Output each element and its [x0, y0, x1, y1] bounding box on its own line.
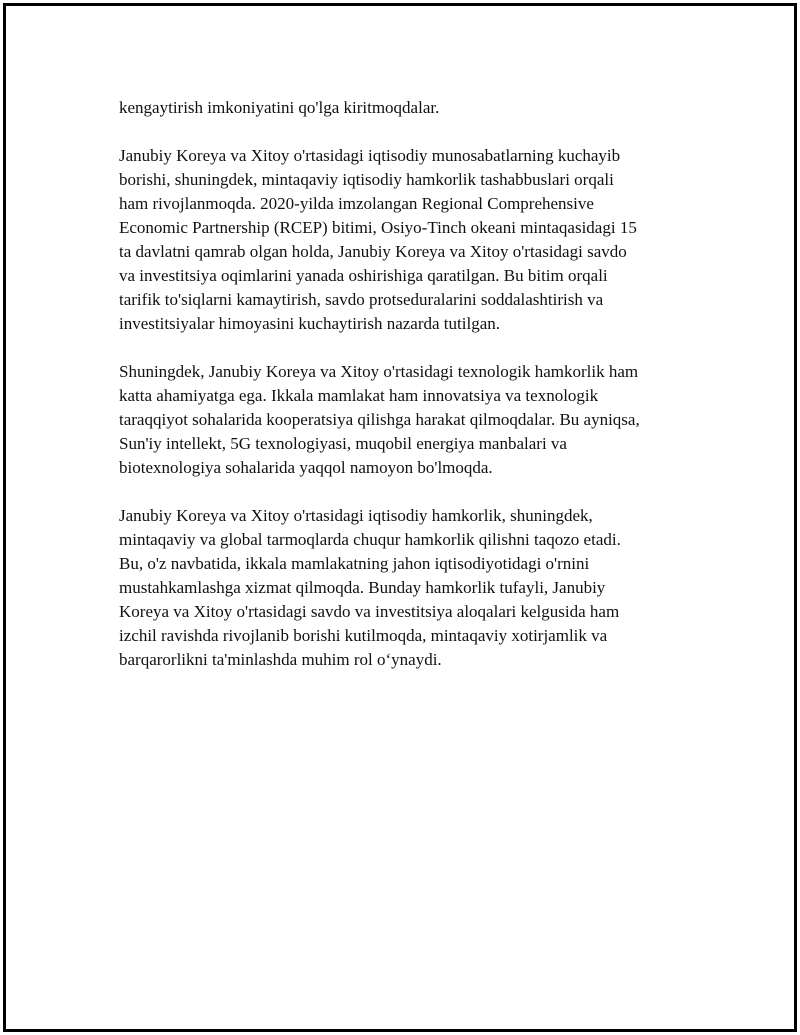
text-line: tarifik to'siqlarni kamaytirish, savdo protseduralarini soddalashtirish va [119, 290, 604, 309]
text-line: taraqqiyot sohalarida kooperatsiya qilishga harakat qilmoqdalar. Bu ayniqsa, [119, 410, 640, 429]
text-line: Bu, o'z navbatida, ikkala mamlakatning jahon iqtisodiyotidagi o'rnini [119, 554, 590, 573]
text-line: Janubiy Koreya va Xitoy o'rtasidagi iqtisodiy munosabatlarning kuchayib [119, 146, 621, 165]
text-line: izchil ravishda rivojlanib borishi kutilmoqda, mintaqaviy xotirjamlik va [119, 626, 608, 645]
text-line: Koreya va Xitoy o'rtasidagi savdo va investitsiya aloqalari kelgusida ham [119, 602, 620, 621]
text-line: ham rivojlanmoqda. 2020-yilda imzolangan Regional Comprehensive [119, 194, 594, 213]
text-line: biotexnologiya sohalarida yaqqol namoyon bo'lmoqda. [119, 458, 493, 477]
text-line: Sun'iy intellekt, 5G texnologiyasi, muqobil energiya manbalari va [119, 434, 567, 453]
text-line: katta ahamiyatga ega. Ikkala mamlakat ham innovatsiya va texnologik [119, 386, 599, 405]
text-line: kengaytirish imkoniyatini qo'lga kiritmoqdalar. [119, 98, 440, 117]
text-line: Janubiy Koreya va Xitoy o'rtasidagi iqtisodiy hamkorlik, shuningdek, [119, 506, 593, 525]
text-line: va investitsiya oqimlarini yanada oshirishiga qaratilgan. Bu bitim orqali [119, 266, 608, 285]
paragraph [119, 360, 694, 480]
text-line: Shuningdek, Janubiy Koreya va Xitoy o'rtasidagi texnologik hamkorlik ham [119, 362, 639, 381]
paragraph [119, 504, 694, 672]
text-line: investitsiyalar himoyasini kuchaytirish nazarda tutilgan. [119, 314, 500, 333]
text-line: borishi, shuningdek, mintaqaviy iqtisodiy hamkorlik tashabbuslari orqali [119, 170, 614, 189]
text-line: ta davlatni qamrab olgan holda, Janubiy Koreya va Xitoy o'rtasidagi savdo [119, 242, 627, 261]
document-page [3, 3, 797, 1032]
text-line: Economic Partnership (RCEP) bitimi, Osiyo-Tinch okeani mintaqasidagi 15 [119, 218, 637, 237]
text-line: barqarorlikni ta'minlashda muhim rol o‘ynaydi. [119, 650, 442, 669]
text-line: mintaqaviy va global tarmoqlarda chuqur hamkorlik qilishni taqozo etadi. [119, 530, 621, 549]
paragraph [119, 96, 694, 120]
text-line: mustahkamlashga xizmat qilmoqda. Bunday hamkorlik tufayli, Janubiy [119, 578, 606, 597]
paragraph [119, 144, 694, 336]
document-body [119, 96, 694, 696]
